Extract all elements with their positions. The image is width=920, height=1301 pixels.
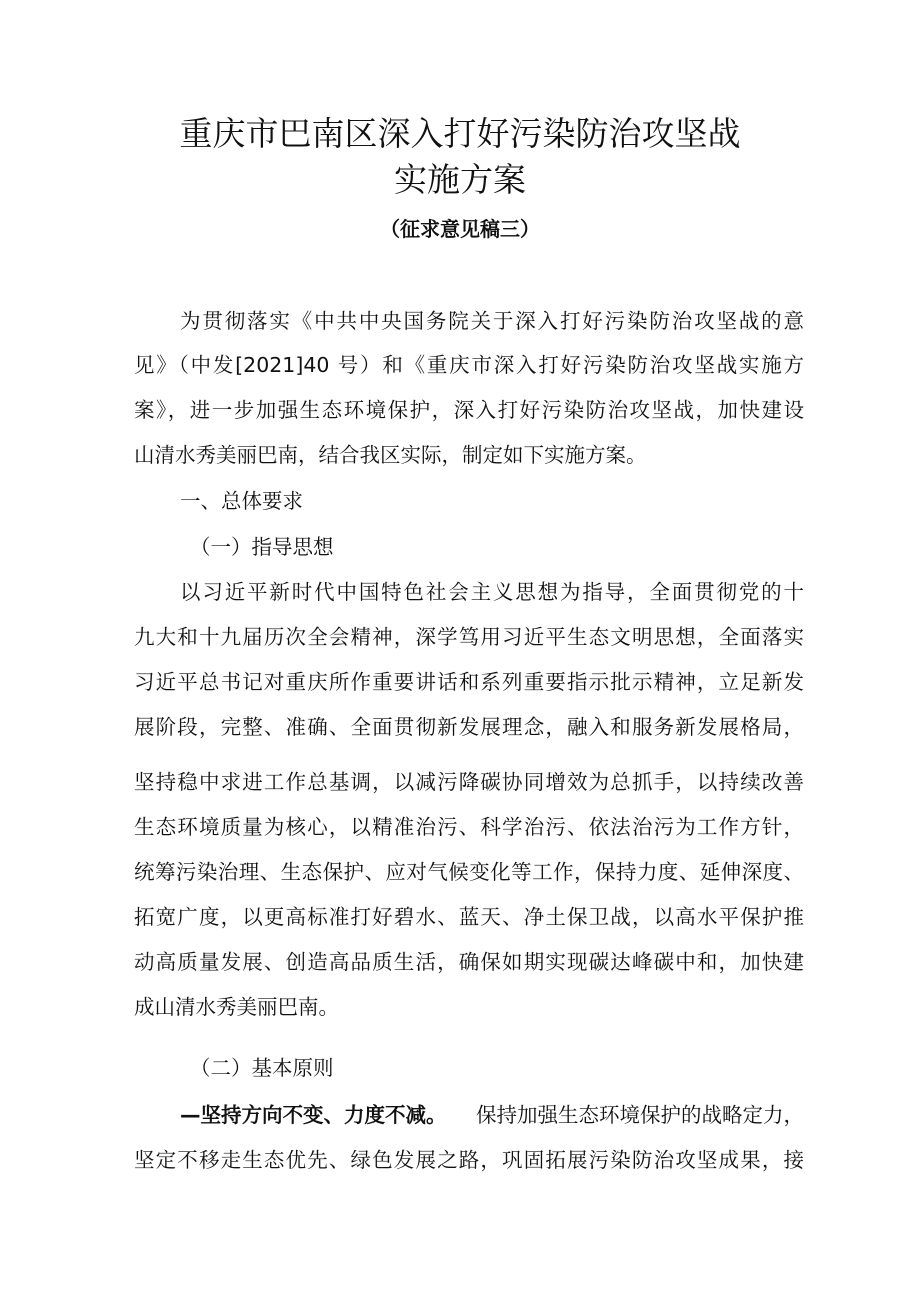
document-subtitle: （征求意见稿三） xyxy=(380,217,540,241)
document-title-line-1: 重庆市巴南区深入打好污染防治攻坚战 xyxy=(179,114,741,153)
document-title-line-2: 实施方案 xyxy=(394,160,526,199)
subsection-heading-basic-principles: （二）基本原则 xyxy=(190,1056,334,1080)
intro-line-2: 见》（中发[2021]40 号）和《重庆市深入打好污染防治攻坚战实施方 xyxy=(134,353,804,377)
guiding-line-9: 动高质量发展、创造高品质生活，确保如期实现碳达峰碳中和，加快建 xyxy=(134,950,804,974)
principle-1-line-1 xyxy=(180,1100,804,1130)
principle-1-text: 保持加强生态环境保护的战略定力， xyxy=(476,1103,804,1127)
guiding-line-7: 统筹污染治理、生态保护、应对气候变化等工作，保持力度、延伸深度、 xyxy=(134,860,804,884)
section-heading-overall-requirements: 一、总体要求 xyxy=(180,489,303,513)
intro-line-4: 山清水秀美丽巴南，结合我区实际，制定如下实施方案。 xyxy=(134,443,647,467)
intro-line-1: 为贯彻落实《中共中央国务院关于深入打好污染防治攻坚战的意 xyxy=(180,309,804,333)
guiding-line-4: 展阶段，完整、准确、全面贯彻新发展理念，融入和服务新发展格局， xyxy=(134,715,804,739)
guiding-line-3: 习近平总书记对重庆所作重要讲话和系列重要指示批示精神，立足新发 xyxy=(134,670,804,694)
guiding-line-2: 九大和十九届历次全会精神，深学笃用习近平生态文明思想，全面落实 xyxy=(134,625,804,649)
principle-1-title: —坚持方向不变、力度不减。 xyxy=(180,1103,447,1127)
guiding-line-8: 拓宽广度，以更高标准打好碧水、蓝天、净土保卫战，以高水平保护推 xyxy=(134,905,804,929)
guiding-line-1: 以习近平新时代中国特色社会主义思想为指导，全面贯彻党的十 xyxy=(180,580,804,604)
guiding-line-10: 成山清水秀美丽巴南。 xyxy=(134,995,339,1019)
intro-line-3: 案》，进一步加强生态环境保护，深入打好污染防治攻坚战，加快建设 xyxy=(134,398,804,422)
guiding-line-5: 坚持稳中求进工作总基调，以减污降碳协同增效为总抓手，以持续改善 xyxy=(134,770,804,794)
principle-1-line-2: 坚定不移走生态优先、绿色发展之路，巩固拓展污染防治攻坚成果，接 xyxy=(134,1148,804,1172)
subsection-heading-guiding-thought: （一）指导思想 xyxy=(190,535,334,559)
guiding-line-6: 生态环境质量为核心，以精准治污、科学治污、依法治污为工作方针， xyxy=(134,815,804,839)
